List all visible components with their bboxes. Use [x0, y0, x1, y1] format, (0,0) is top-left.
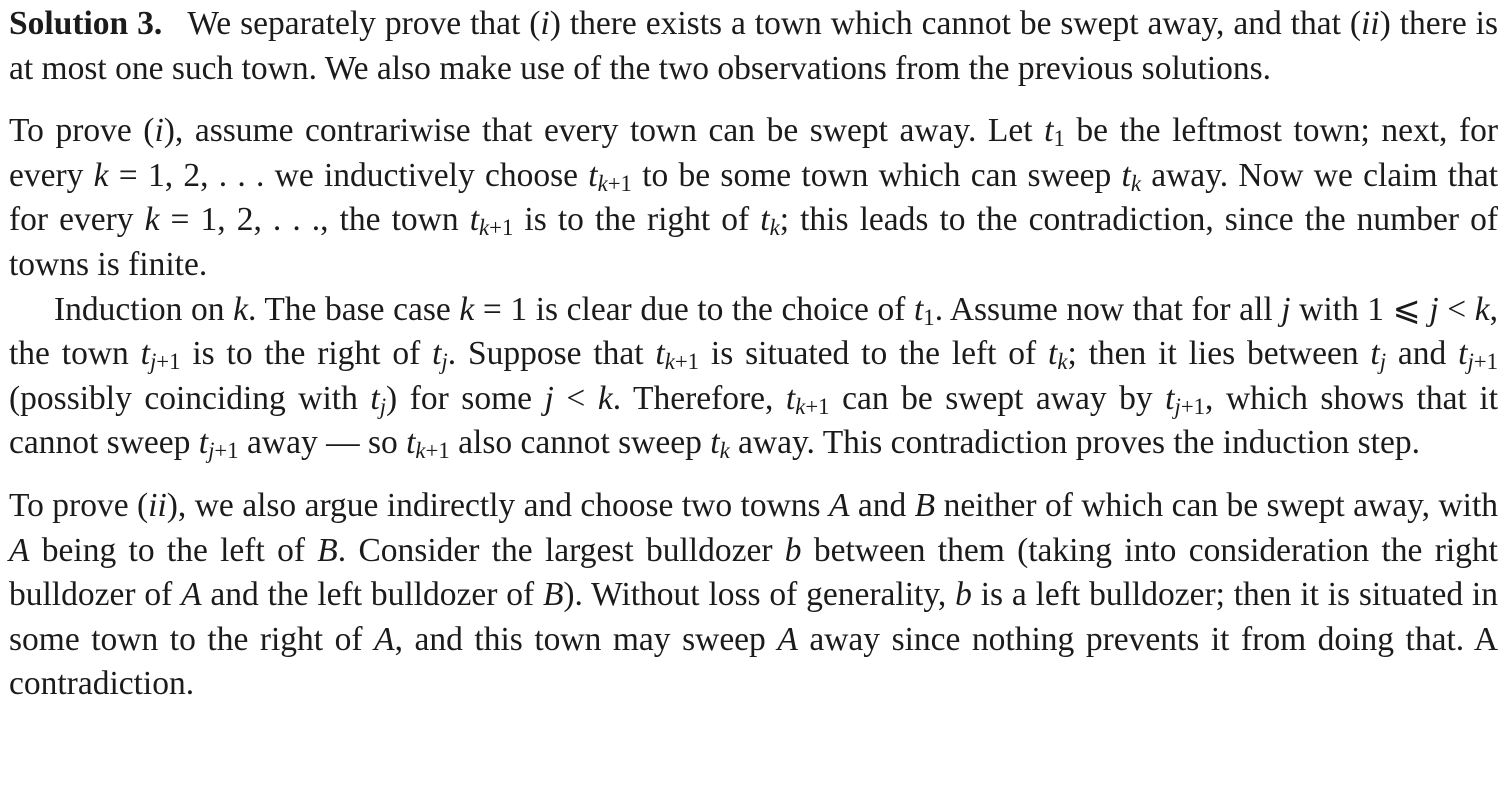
- subscript-run: +1: [1180, 393, 1206, 419]
- math-var: A: [374, 620, 395, 658]
- math-var: j: [1281, 290, 1291, 328]
- math-var: k: [233, 290, 248, 328]
- text-run: ), assume contrariwise that every town can be swept away. Let: [163, 112, 1045, 150]
- text-run: and the left bulldozer of: [201, 576, 543, 614]
- text-run: away since nothing prevents it from doing that. A contradiction.: [9, 620, 1499, 703]
- subscript-run: j: [1467, 349, 1474, 375]
- math-var: t: [1121, 156, 1131, 194]
- math-var: t: [1044, 112, 1054, 150]
- math-var: j: [544, 379, 554, 417]
- text-run: <: [1438, 290, 1475, 328]
- text-run: ; this leads to the contradiction, since the number of towns is finite.: [9, 201, 1498, 283]
- text-run: , the town: [9, 290, 1498, 373]
- text-run: = 1, 2, . . . we inductively choose: [108, 156, 589, 194]
- math-var: t: [588, 156, 598, 194]
- math-var: i: [154, 112, 164, 150]
- math-var: A: [181, 576, 202, 614]
- math-var: t: [913, 290, 924, 328]
- math-var: ii: [1361, 5, 1380, 42]
- text-run: is a left bulldozer; then it is situated in some town to the right of: [9, 576, 1498, 658]
- text-run: To prove (: [9, 112, 155, 150]
- text-run: To prove (: [9, 486, 149, 524]
- text-run: ) there exists a town which cannot be swept away, and that (: [549, 5, 1361, 42]
- paragraph-intro: [9, 2, 1498, 91]
- math-var: k: [93, 156, 109, 194]
- text-run: with 1 ⩽: [1290, 290, 1430, 328]
- subscript-run: k: [795, 393, 806, 419]
- subscript-run: +1: [607, 171, 632, 197]
- text-run: away. Now we claim that for every: [9, 156, 1498, 239]
- subscript-run: j: [1379, 349, 1387, 375]
- text-run: . Consider the largest bulldozer: [337, 531, 785, 569]
- math-var: A: [9, 531, 30, 569]
- subscript-run: j: [379, 393, 387, 419]
- math-var: t: [432, 335, 442, 373]
- text-run: , which shows that it cannot sweep: [9, 379, 1499, 462]
- math-var: b: [955, 576, 972, 614]
- subscript-run: k: [1057, 349, 1068, 375]
- math-var: i: [540, 5, 550, 42]
- text-run: . Assume now that for all: [934, 290, 1282, 328]
- text-run: , and this town may sweep: [394, 620, 778, 658]
- text-run: and: [849, 486, 915, 524]
- math-var: t: [469, 201, 480, 239]
- subscript-run: +1: [156, 349, 181, 375]
- subscript-run: +1: [1473, 349, 1498, 375]
- subscript-run: +1: [214, 438, 239, 464]
- text-run: We separately prove that (: [162, 5, 541, 42]
- subscript-run: +1: [805, 393, 830, 419]
- text-run: is situated to the left of: [699, 335, 1049, 373]
- text-run: ), we also argue indirectly and choose two towns: [166, 486, 829, 524]
- text-run: be the leftmost town; next, for every: [9, 112, 1498, 194]
- math-var: k: [597, 379, 613, 417]
- text-run: . Therefore,: [612, 379, 786, 417]
- text-run: ; then it lies between: [1067, 335, 1371, 373]
- math-var: k: [1474, 290, 1490, 328]
- math-var: t: [140, 335, 150, 373]
- paragraph-proof-i: [9, 109, 1498, 287]
- text-run: being to the left of: [29, 531, 318, 569]
- text-run: between them (taking into consideration the right bulldozer of: [9, 531, 1498, 614]
- math-var: j: [1429, 290, 1439, 328]
- math-var: t: [370, 379, 380, 417]
- text-run: away. This contradiction proves the induction step.: [729, 424, 1420, 462]
- math-var: B: [914, 486, 936, 524]
- subscript-run: k: [1130, 171, 1141, 197]
- math-var: t: [655, 335, 665, 373]
- subscript-run: +1: [425, 438, 450, 464]
- subscript-run: 1: [923, 304, 935, 330]
- math-var: B: [317, 531, 338, 569]
- text-run: and: [1386, 335, 1459, 373]
- text-run: = 1 is clear due to the choice of: [474, 290, 914, 328]
- subscript-run: j: [441, 349, 448, 375]
- text-run: neither of which can be swept away, with: [935, 486, 1498, 524]
- math-var: t: [1370, 335, 1380, 373]
- text-run: Induction on: [54, 290, 234, 328]
- text-run: ). Without loss of generality,: [563, 576, 956, 614]
- text-run: ) there is at most one such town. We also make use of the two observations from the previous solutions.: [9, 5, 1498, 87]
- text-run: . Suppose that: [447, 335, 656, 373]
- math-var: k: [459, 290, 475, 328]
- subscript-run: +1: [489, 215, 514, 241]
- subscript-run: k: [719, 438, 730, 464]
- math-var: t: [1165, 379, 1175, 417]
- math-var: t: [785, 379, 796, 417]
- math-var: b: [784, 531, 802, 569]
- paragraph-induction: [9, 288, 1498, 466]
- math-var: t: [1458, 335, 1468, 373]
- text-run: can be swept away by: [829, 379, 1166, 417]
- text-run: away — so: [238, 424, 407, 462]
- math-var: t: [198, 424, 209, 462]
- bold-run: Solution 3.: [9, 5, 163, 42]
- math-var: A: [777, 620, 798, 658]
- subscript-run: +1: [674, 349, 700, 375]
- math-var: B: [542, 576, 564, 614]
- math-var: ii: [148, 486, 167, 524]
- text-run: also cannot sweep: [449, 424, 711, 462]
- text-run: ) for some: [386, 379, 545, 417]
- subscript-run: k: [415, 438, 426, 464]
- text-run: (possibly coinciding with: [9, 379, 371, 417]
- math-var: A: [828, 486, 850, 524]
- paragraph-proof-ii: [9, 484, 1498, 707]
- text-run: is to the right of: [180, 335, 433, 373]
- subscript-run: k: [664, 349, 675, 375]
- subscript-run: j: [208, 438, 215, 464]
- text-run: = 1, 2, . . ., the town: [159, 201, 470, 239]
- math-var: k: [144, 201, 160, 239]
- math-var: t: [1048, 335, 1058, 373]
- subscript-run: 1: [1053, 126, 1065, 152]
- math-var: t: [760, 201, 770, 239]
- math-var: t: [710, 424, 720, 462]
- subscript-run: k: [769, 215, 780, 241]
- text-run: <: [553, 379, 598, 417]
- subscript-run: k: [597, 171, 608, 197]
- subscript-run: j: [149, 349, 157, 375]
- subscript-run: j: [1174, 393, 1181, 419]
- text-run: is to the right of: [513, 201, 761, 239]
- text-run: . The base case: [247, 290, 460, 328]
- text-run: to be some town which can sweep: [631, 156, 1122, 194]
- math-var: t: [406, 424, 416, 462]
- subscript-run: k: [479, 215, 490, 241]
